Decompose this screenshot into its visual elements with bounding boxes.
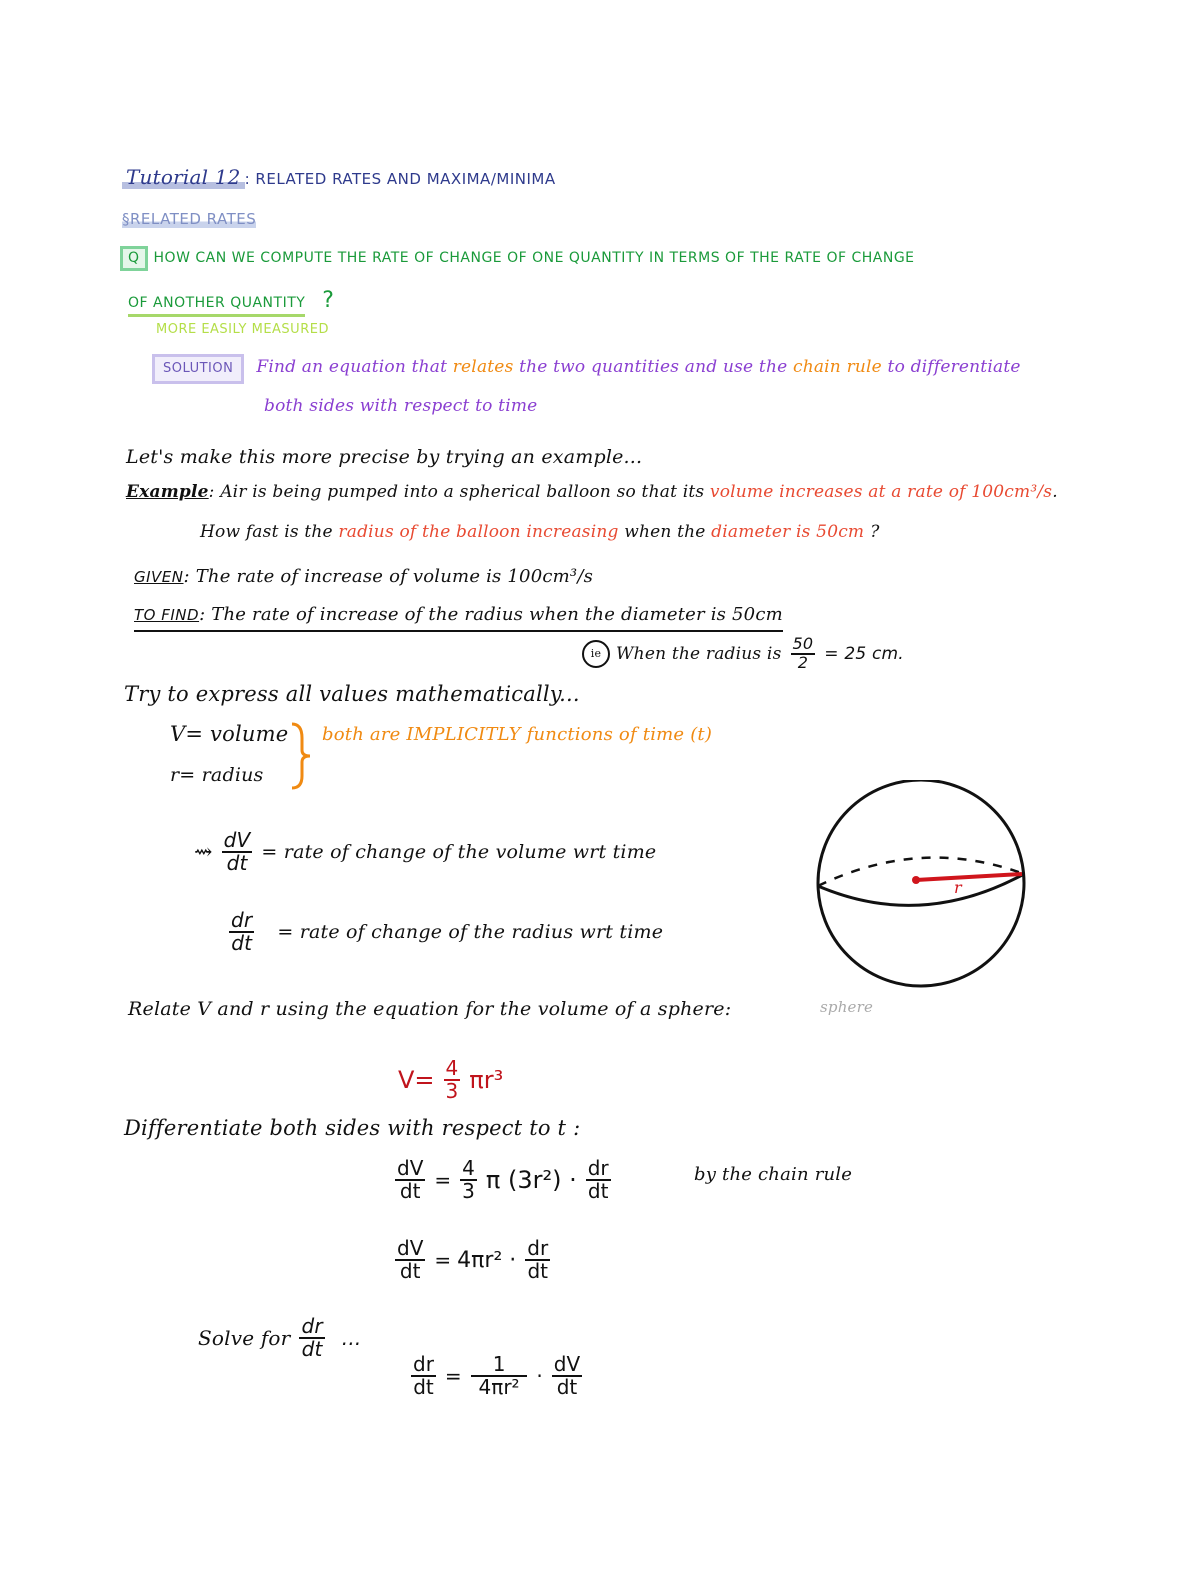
sphere-radius-line [916,874,1022,880]
section-heading: §RELATED RATES [122,210,257,228]
tofind-text: : The rate of increase of the radius when the diameter is 50cm [199,604,783,625]
d2-rhs [525,1238,550,1282]
example-line-1 [126,482,1058,502]
squiggle-arrow-icon: ⇝ [194,839,213,865]
d1-rhs-den: dt [587,1179,609,1203]
intro-text: Let's make this more precise by trying an example... [126,446,643,468]
radius-fraction-num: 50 [792,634,814,653]
var-volume: V= volume [170,722,289,746]
vars-note: both are IMPLICITLY functions of time (t) [322,724,713,745]
d3-dot: · [536,1364,543,1388]
volume-eq-lhs: V= [398,1066,435,1094]
chain-rule-note: by the chain rule [694,1164,853,1185]
derivative-2 [392,1238,553,1282]
sphere-outline [818,780,1024,986]
solution-text-3: to differentiate [881,357,1021,377]
d3-rhs [552,1354,582,1398]
volume-eq-fraction [444,1058,461,1102]
relate-text: Relate V and r using the equation for the volume of a sphere: [128,998,732,1020]
given-text: : The rate of increase of volume is 100cm³/s [183,566,594,587]
question-badge: Q [120,246,148,271]
sphere-diagram [808,780,1038,996]
dv-dt-text: = rate of change of the volume wrt time [261,841,657,863]
question-text-1: HOW CAN WE COMPUTE THE RATE OF CHANGE OF ONE QUANTITY IN TERMS OF THE RATE OF CHANGE [153,250,915,266]
example-question-mark: ? [870,522,880,542]
brace-icon [284,720,318,792]
solve-dots: ... [341,1326,362,1350]
example-diameter: diameter is 50cm [711,522,865,542]
dr-dt-text: = rate of change of the radius wrt time [277,921,664,943]
radius-fraction-den: 2 [797,652,809,672]
d3-rhs-den: dt [556,1375,578,1399]
d1-coef [460,1158,477,1202]
d2-lhs [395,1238,425,1282]
ie-circle: ie [582,640,610,668]
d2-lhs-num: dV [397,1236,424,1260]
dv-dt-den: dt [226,851,248,875]
example-text-1: : Air is being pumped into a spherical balloon so that its [208,482,710,502]
title-prefix: Tutorial 12 [122,165,245,189]
solution-relates: relates [452,357,514,377]
solution-text-2: the two quantities and use the [513,357,793,377]
var-radius: r= radius [170,764,264,786]
sphere-radius-label: r [954,878,962,897]
d2-rhs-den: dt [527,1259,548,1283]
page-title [122,165,556,189]
dv-dt-fraction [222,830,253,874]
d3-coef-num: 1 [471,1354,528,1377]
d3-coef-den: 4πr² [478,1375,520,1399]
d2-rhs-num: dr [527,1236,549,1260]
title-rest: : RELATED RATES AND MAXIMA/MINIMA [244,170,556,188]
solve-text: Solve for [198,1326,291,1350]
solution-text: Find an equation that [256,357,453,377]
example-period: . [1052,482,1058,502]
volume-eq-num: 4 [445,1056,459,1080]
d3-lhs [411,1354,436,1398]
d1-coef-den: 3 [462,1179,475,1203]
d1-equals: = [434,1168,452,1192]
volume-eq-rhs: πr³ [469,1066,504,1094]
d3-lhs-num: dr [413,1352,434,1376]
example-text-3: when the [618,522,712,542]
volume-eq-den: 3 [445,1079,459,1103]
sphere-center-dot [912,876,920,884]
solve-for-line [198,1316,361,1360]
radius-fraction [791,636,816,672]
d3-lhs-den: dt [413,1375,434,1399]
solution-chain-rule: chain rule [792,357,882,377]
solution-line-1 [152,354,1021,384]
d2-equals: = [434,1248,452,1272]
dv-dt-num: dV [223,828,251,852]
d2-lhs-den: dt [399,1259,421,1283]
dr-dt-line [226,910,663,954]
solution-line-2: both sides with respect to time [264,396,538,416]
example-radius-increasing: radius of the balloon increasing [338,522,619,542]
derivative-1 [392,1158,614,1202]
radius-note-text: When the radius is [616,643,782,664]
d3-coef [471,1354,528,1398]
volume-equation [398,1058,503,1102]
d1-rhs-num: dr [587,1156,609,1180]
example-line-2 [200,522,880,542]
dr-dt-num: dr [231,908,253,932]
sphere-caption: sphere [820,998,874,1016]
solve-fraction [299,1316,324,1360]
dr-dt-fraction [229,910,254,954]
dr-dt-den: dt [231,931,253,955]
question-line-2 [128,288,334,314]
tofind-label: TO FIND [134,606,200,624]
solve-den: dt [301,1337,323,1361]
question-text-2: OF ANOTHER QUANTITY [128,295,305,317]
express-text: Try to express all values mathematically... [124,682,580,706]
question-line-1 [120,246,915,271]
example-label: Example [126,482,209,502]
d3-equals: = [444,1364,462,1388]
sphere-equator-back [818,858,1024,886]
d1-rhs [586,1158,611,1202]
d1-middle: π (3r²) · [485,1166,577,1194]
solution-badge: SOLUTION [152,354,244,384]
tofind-line [134,604,783,632]
derivative-3 [408,1354,585,1398]
solve-num: dr [301,1314,323,1338]
d3-rhs-num: dV [553,1352,581,1376]
differentiate-text: Differentiate both sides with respect to t : [124,1116,581,1140]
d1-lhs [395,1158,425,1202]
radius-note [582,636,904,672]
d1-coef-num: 4 [462,1156,475,1180]
d1-lhs-den: dt [399,1179,421,1203]
example-text-2: How fast is the [200,522,339,542]
radius-result: = 25 cm. [824,643,904,664]
d1-lhs-num: dV [397,1156,424,1180]
example-volume-rate: volume increases at a rate of 100cm³/s [709,482,1053,502]
d2-middle: 4πr² · [457,1247,517,1273]
question-note: MORE EASILY MEASURED [156,322,329,337]
given-line [134,566,593,588]
given-label: GIVEN [134,568,184,586]
dv-dt-line [194,830,656,874]
question-mark: ? [322,288,335,313]
